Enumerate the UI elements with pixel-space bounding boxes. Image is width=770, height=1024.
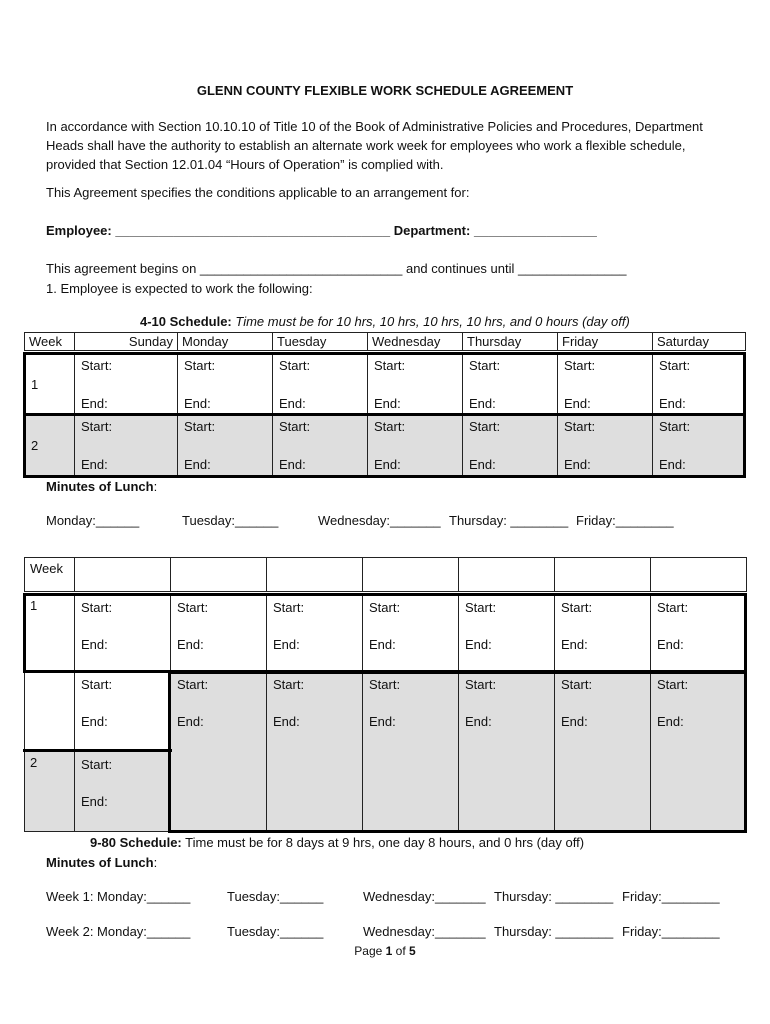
end-label: End: [659,396,686,411]
header-blank[interactable] [459,558,555,592]
end-label: End: [279,457,306,472]
day-cell[interactable] [651,595,747,672]
start-label: Start: [177,677,209,692]
header-blank[interactable] [363,558,459,592]
start-label: Start: [369,677,401,692]
employee-label: Employee: [46,223,112,238]
header-monday: Monday [178,333,273,351]
header-sunday: Sunday [75,333,178,351]
start-label: Start: [273,600,305,615]
lunch-heading-2 [46,855,157,870]
day-cell[interactable] [558,415,653,476]
end-label: End: [177,714,204,729]
day-cell[interactable] [368,415,463,476]
start-label: Start: [81,757,113,772]
end-label: End: [659,457,686,472]
day-cell[interactable] [555,672,651,832]
day-cell[interactable] [363,672,459,832]
day-cell[interactable] [75,354,178,415]
week-number: 2 [25,752,75,832]
agreement-line: This Agreement specifies the conditions applicable to an arrangement for: [46,185,470,200]
end-label: End: [564,457,591,472]
employee-field[interactable]: ______________________________________ [115,223,391,238]
start-label: Start: [465,677,497,692]
end-label: End: [184,457,211,472]
start-label: Start: [273,677,305,692]
lunch-heading-1 [46,479,157,494]
day-cell[interactable] [463,354,558,415]
schedule-410-header [24,332,746,351]
schedule-980-header [24,557,747,592]
footer-of-word: of [395,944,406,958]
end-label: End: [177,637,204,652]
end-label: End: [469,396,496,411]
start-label: Start: [659,358,691,373]
lunch-week1-tuesday[interactable]: Tuesday:______ [227,889,324,904]
lunch-label: Minutes of Lunch [46,855,154,870]
start-label: Start: [81,677,113,692]
end-label: End: [369,637,396,652]
day-cell[interactable] [75,415,178,476]
schedule-980-caption [90,835,584,850]
end-label: End: [81,794,108,809]
schedule-410-caption-bold: 4-10 Schedule: [140,314,232,329]
start-label: Start: [369,600,401,615]
end-label: End: [564,396,591,411]
day-cell[interactable] [459,595,555,672]
start-label: Start: [657,600,689,615]
week-row-2 [25,415,746,476]
day-cell[interactable] [273,415,368,476]
schedule-980-caption-note: Time must be for 8 days at 9 hrs, one day 8 hours, and 0 hrs (day off) [185,835,585,850]
schedule-410-caption-note: Time must be for 10 hrs, 10 hrs, 10 hrs, 10 hrs, and 0 hours (day off) [235,314,630,329]
start-label: Start: [81,419,113,434]
day-cell[interactable] [558,354,653,415]
day-cell[interactable] [171,595,267,672]
page-title: GLENN COUNTY FLEXIBLE WORK SCHEDULE AGREEMENT [196,83,574,98]
day-cell[interactable] [363,595,459,672]
week-number: 1 [25,354,75,415]
header-week: Week [25,333,75,351]
header-blank[interactable] [267,558,363,592]
start-label: Start: [469,419,501,434]
item-1: 1. Employee is expected to work the following: [46,281,313,296]
day-cell[interactable] [75,595,171,672]
lunch-week1-thursday[interactable]: Thursday: ________ [494,889,614,904]
end-label: End: [279,396,306,411]
lunch-friday[interactable]: Friday:________ [576,513,674,528]
end-label: End: [81,714,108,729]
header-wednesday: Wednesday [368,333,463,351]
lunch-week2-wednesday[interactable]: Wednesday:_______ [363,924,486,939]
header-blank[interactable] [651,558,747,592]
footer-page-number: 1 [385,944,393,958]
end-label: End: [81,457,108,472]
start-label: Start: [279,358,311,373]
start-label: Start: [659,419,691,434]
employee-row [46,223,597,238]
header-saturday: Saturday [653,333,746,351]
end-label: End: [657,714,684,729]
day-cell[interactable] [653,354,746,415]
day-cell[interactable] [368,354,463,415]
day-cell[interactable] [651,672,747,832]
day-cell[interactable] [267,672,363,832]
lunch-week1-monday[interactable]: Week 1: Monday:______ [46,889,191,904]
start-label: Start: [657,677,689,692]
week-number: 1 [25,595,75,752]
footer-page-total: 5 [409,944,416,958]
day-cell[interactable] [178,415,273,476]
end-label: End: [561,637,588,652]
end-label: End: [81,637,108,652]
day-cell[interactable] [171,672,267,832]
day-cell[interactable] [267,595,363,672]
lunch-colon: : [153,855,158,870]
row-980-b [25,672,747,752]
end-label: End: [374,457,401,472]
lunch-week2-tuesday[interactable]: Tuesday:______ [227,924,324,939]
end-label: End: [273,714,300,729]
day-cell[interactable] [653,415,746,476]
start-label: Start: [81,358,113,373]
intro-paragraph: In accordance with Section 10.10.10 of Title 10 of the Book of Administrative Policies and Procedures, Department Heads shall have the authority to establish an alternate work week for employees who work a flexible schedule, provided that Section 12.01.04 “Hours of Operation” is complied with. [46,119,703,172]
lunch-wednesday[interactable]: Wednesday:_______ [318,513,441,528]
lunch-thursday[interactable]: Thursday: ________ [449,513,569,528]
start-label: Start: [279,419,311,434]
schedule-980-table [24,594,747,832]
day-cell[interactable] [463,415,558,476]
week-row-1 [25,354,746,415]
end-label: End: [374,396,401,411]
header-blank[interactable] [555,558,651,592]
day-cell[interactable] [75,672,171,752]
day-cell[interactable] [75,752,171,832]
start-label: Start: [564,419,596,434]
day-cell[interactable] [459,672,555,832]
header-tuesday: Tuesday [273,333,368,351]
department-field[interactable]: _________________ [473,223,597,238]
header-blank[interactable] [75,558,171,592]
lunch-tuesday[interactable]: Tuesday:______ [182,513,279,528]
header-friday: Friday [558,333,653,351]
lunch-label: Minutes of Lunch [46,479,154,494]
footer-page-word: Page [354,944,383,958]
end-label: End: [561,714,588,729]
end-label: End: [465,637,492,652]
day-cell[interactable] [273,354,368,415]
end-label: End: [369,714,396,729]
week-divider [23,749,172,752]
start-label: Start: [81,600,113,615]
lunch-week2-thursday[interactable]: Thursday: ________ [494,924,614,939]
lunch-colon: : [153,479,158,494]
end-label: End: [81,396,108,411]
start-label: Start: [465,600,497,615]
lunch-week1-friday[interactable]: Friday:________ [622,889,720,904]
schedule-980-caption-bold: 9-80 Schedule: [90,835,182,850]
day-cell[interactable] [178,354,273,415]
end-label: End: [273,637,300,652]
start-label: Start: [374,358,406,373]
agreement-dates[interactable]: This agreement begins on ____________________________ and continues until _______________ [46,261,627,276]
end-label: End: [184,396,211,411]
header-thursday: Thursday [463,333,558,351]
start-label: Start: [469,358,501,373]
department-label: Department: [393,223,471,238]
end-label: End: [657,637,684,652]
start-label: Start: [374,419,406,434]
start-label: Start: [561,677,593,692]
lunch-monday[interactable]: Monday:______ [46,513,140,528]
end-label: End: [469,457,496,472]
lunch-week1-wednesday[interactable]: Wednesday:_______ [363,889,486,904]
day-cell[interactable] [555,595,651,672]
end-label: End: [465,714,492,729]
schedule-410-table [24,353,746,476]
schedule-410-caption [140,314,630,329]
start-label: Start: [561,600,593,615]
header-week-980: Week [25,558,75,592]
row-980-a [25,595,747,672]
week-number: 2 [25,415,75,476]
start-label: Start: [184,358,216,373]
lunch-week2-friday[interactable]: Friday:________ [622,924,720,939]
start-label: Start: [184,419,216,434]
header-blank[interactable] [171,558,267,592]
page-footer [0,944,770,958]
start-label: Start: [564,358,596,373]
lunch-week2-monday[interactable]: Week 2: Monday:______ [46,924,191,939]
start-label: Start: [177,600,209,615]
